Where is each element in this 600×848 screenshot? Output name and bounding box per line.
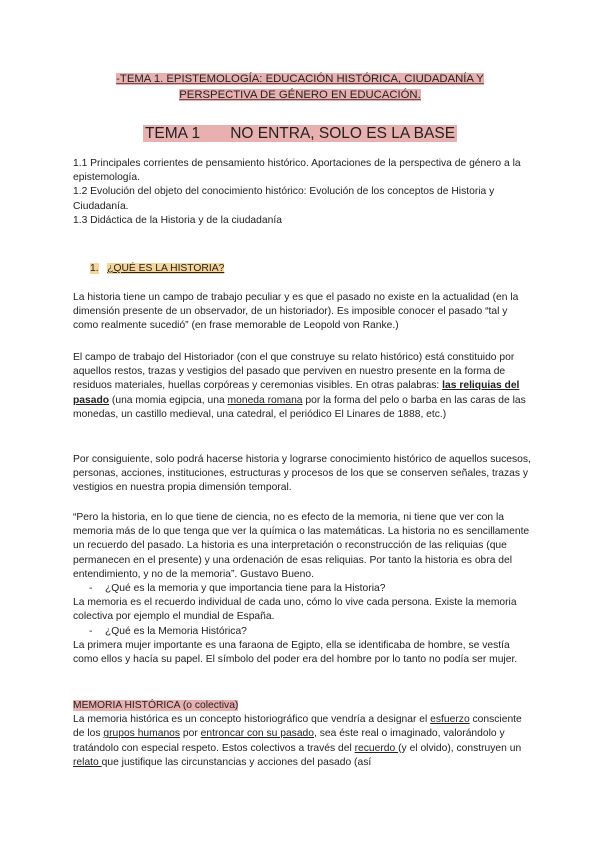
underlined-term: grupos humanos — [103, 728, 181, 740]
paragraph-text — [73, 351, 533, 422]
subheading — [73, 699, 533, 713]
section-heading — [90, 262, 224, 276]
title-line-2: PERSPECTIVA DE GÉNERO EN EDUCACIÓN. — [179, 88, 421, 101]
text-run: por la forma del pelo o barba en las caras de las monedas, un castillo medieval, una catedral, el periódico El Linares de 1888, etc.) — [73, 394, 526, 420]
text-run: (una momia egipcia, una — [109, 394, 228, 406]
memoria-historica-section — [73, 699, 533, 770]
toc-item: 1.2 Evolución del objeto del conocimiento histórico: Evolución de los conceptos de Historia y Ciudadanía. — [73, 186, 495, 212]
answer-text: La memoria es el recuerdo individual de cada uno, cómo lo vive cada persona. Existe la memoria colectiva por ejemplo el mundial de España. — [73, 597, 517, 623]
text-run: (y el olvido), construyen un — [398, 742, 522, 754]
tema-banner-text: TEMA 1 NO ENTRA, SOLO ES LA BASE — [144, 125, 456, 142]
bullet-dash: - — [89, 583, 93, 595]
underlined-term: moneda romana — [227, 394, 303, 406]
table-of-contents — [73, 157, 533, 228]
subheading-text: MEMORIA HISTÓRICA (o colectiva) — [73, 700, 239, 711]
text-run: consciente de los — [73, 714, 522, 740]
paragraph — [73, 351, 533, 422]
bullet-dash: - — [89, 625, 93, 637]
section-number: 1. — [90, 263, 99, 274]
paragraph — [73, 291, 533, 334]
paragraph — [73, 453, 533, 496]
document-title — [60, 72, 540, 103]
question-item — [73, 625, 533, 639]
title-line-1: -TEMA 1. EPISTEMOLOGÍA: EDUCACIÓN HISTÓRICA, CIUDADANÍA Y — [116, 73, 484, 85]
toc-item: 1.1 Principales corrientes de pensamiento histórico. Aportaciones de la perspectiva de género a la epistemología. — [73, 158, 521, 184]
section-heading-text: ¿QUÉ ES LA HISTORIA? — [107, 263, 225, 274]
underlined-term: entroncar con su pasado — [200, 728, 315, 740]
underlined-term: relato — [73, 756, 102, 768]
bold-term: las reliquias del pasado — [73, 380, 520, 406]
underlined-term: esfuerzo — [430, 714, 470, 726]
question-item — [73, 582, 533, 596]
text-run: , sea éste real o imaginado, valorándolo y tratándolo con especial respeto. Estos colectivos a través del — [73, 728, 505, 754]
underlined-term: recuerdo — [354, 742, 399, 754]
text-run: El campo de trabajo del Historiador (con el que construye su relato histórico) está constituido por aquellos restos, trazas y vestigios del pasado que perviven en nuestro presente en la forma de residuos materiales, huellas corpóreas y ceremonias visibles. En otras palabras: — [73, 352, 515, 392]
answer-text: La primera mujer importante es una faraona de Egipto, ella se identificaba de hombre, se vestía como ellos y hacía su papel. El símbolo del poder era del hombre por lo tanto no podía ser mujer. — [73, 639, 518, 666]
text-run: por — [180, 728, 201, 740]
question-text: ¿Qué es la Memoria Histórica? — [105, 625, 247, 637]
paragraph-text — [73, 713, 533, 770]
question-text: ¿Qué es la memoria y que importancia tiene para la Historia? — [105, 583, 386, 595]
tema-banner — [60, 124, 540, 144]
toc-item: 1.3 Didáctica de la Historia y de la ciudadanía — [73, 214, 282, 226]
text-run: La memoria histórica es un concepto historiográfico que vendría a designar el — [73, 714, 431, 726]
paragraph-text: La historia tiene un campo de trabajo peculiar y es que el pasado no existe en la actualidad (en la dimensión presente de un observador, de un historiador). Es imposible conocer el pasado “tal y como realmente sucedió” (en frase memorable de Leopold von Ranke.) — [73, 292, 519, 332]
quote-block — [73, 511, 533, 667]
quote-text: “Pero la historia, en lo que tiene de ciencia, no es efecto de la memoria, ni tiene que ver con la memoria más de lo que tenga que ver la química o las matemáticas. La historia no es sencillamente un recuerdo del pasado. La historia es una interpretación o reconstrucción de las reliquias (que permanecen en el presente) y una ordenación de esas reliquias. Por tanto la historia es obra del entendimiento, y no de la memoria”. Gustavo Bueno. — [73, 512, 530, 580]
paragraph-text: Por consiguiente, solo podrá hacerse historia y lograrse conocimiento histórico de aquellos sucesos, personas, acciones, instituciones, estructuras y procesos de los que se conserven señales, trazas y vestigios en nuestra propia dimensión temporal. — [73, 454, 531, 494]
text-run: que justifique las circunstancias y acciones del pasado (así — [101, 756, 372, 768]
